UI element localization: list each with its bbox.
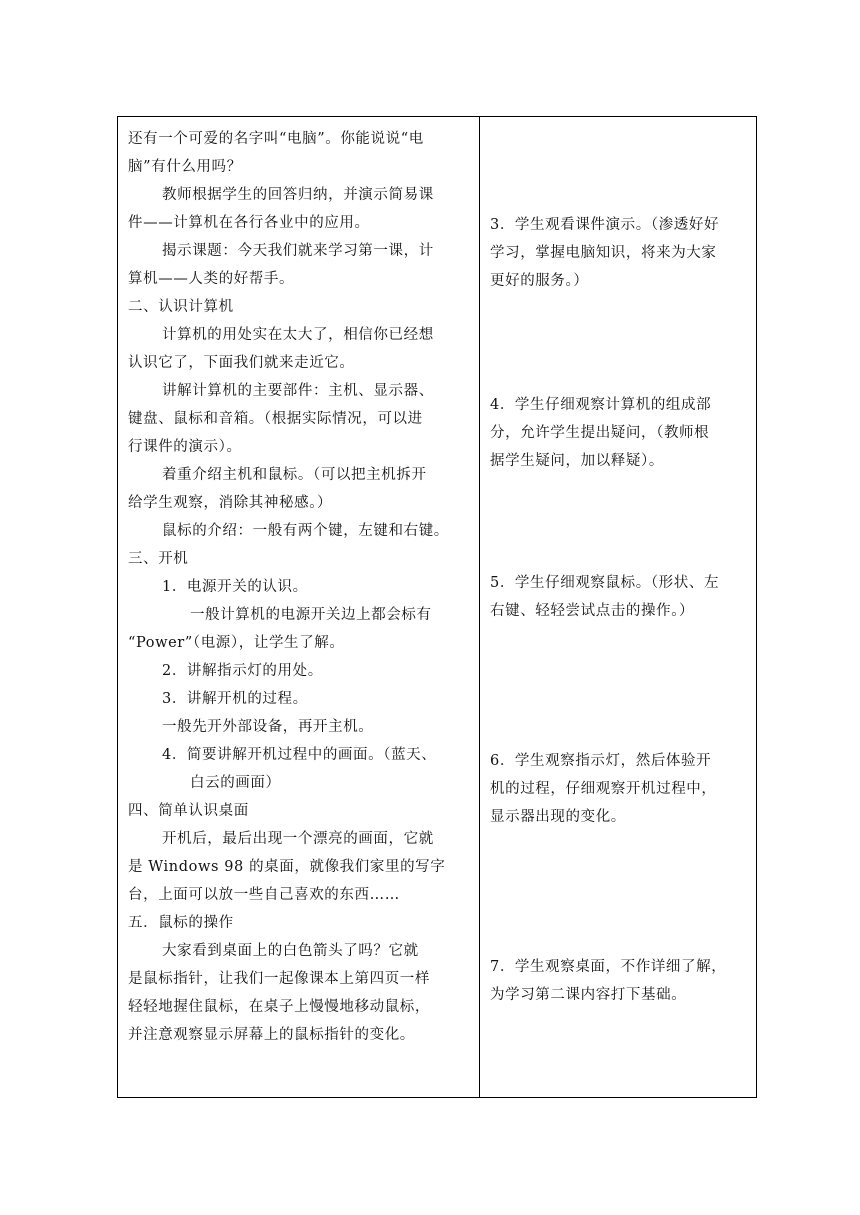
teacher-activity-column <box>118 117 479 1097</box>
text-line: 讲解计算机的主要部件：主机、显示器、 <box>162 383 434 399</box>
text-line: 台，上面可以放一些自己喜欢的东西…… <box>128 887 400 903</box>
text-line: 认识它了，下面我们就来走近它。 <box>128 355 355 371</box>
student-activity-column <box>480 117 757 1097</box>
text-line: 开机后，最后出现一个漂亮的画面，它就 <box>162 831 434 847</box>
text-line: 脑”有什么用吗？ <box>128 159 242 175</box>
text-line: 4．简要讲解开机过程中的画面。（蓝天、 <box>162 747 437 763</box>
text-line: 据学生疑问，加以释疑）。 <box>490 453 664 469</box>
text-line: 计算机的用处实在太大了，相信你已经想 <box>162 327 434 343</box>
text-line: 大家看到桌面上的白色箭头了吗？它就 <box>162 943 419 959</box>
text-line: 还有一个可爱的名字叫“电脑”。你能说说“电 <box>128 131 424 147</box>
text-line: 着重介绍主机和鼠标。（可以把主机拆开 <box>162 467 427 483</box>
text-line: 显示器出现的变化。 <box>490 809 626 825</box>
section-heading: 四、简单认识桌面 <box>128 803 249 819</box>
text-line: 一般计算机的电源开关边上都会标有 <box>190 607 432 623</box>
text-line: “Power”（电源），让学生了解。 <box>128 635 345 651</box>
text-line: 给学生观察，消除其神秘感。） <box>128 495 333 511</box>
section-heading: 二、认识计算机 <box>128 299 234 315</box>
text-line: 1．电源开关的认识。 <box>162 579 308 595</box>
text-line: 白云的画面） <box>190 775 281 791</box>
text-line: 3．讲解开机的过程。 <box>162 691 308 707</box>
lesson-table <box>117 116 757 1098</box>
text-line: 机的过程，仔细观察开机过程中， <box>490 781 717 797</box>
text-line: 学习，掌握电脑知识，将来为大家 <box>490 245 717 261</box>
text-line: 6．学生观察指示灯，然后体验开 <box>490 753 712 769</box>
text-line: 5．学生仔细观察鼠标。（形状、左 <box>490 575 720 591</box>
text-line: 算机——人类的好帮手。 <box>128 271 295 287</box>
text-line: 揭示课题：今天我们就来学习第一课，计 <box>162 243 434 259</box>
text-line: 7．学生观察桌面，不作详细了解， <box>490 959 727 975</box>
text-line: 一般先开外部设备，再开主机。 <box>162 719 374 735</box>
text-line: 鼠标的介绍：一般有两个键，左键和右键。 <box>162 523 449 539</box>
text-line: 轻轻地握住鼠标，在桌子上慢慢地移动鼠标， <box>128 999 430 1015</box>
section-heading: 五．鼠标的操作 <box>128 915 234 931</box>
text-line: 更好的服务。） <box>490 273 589 289</box>
text-line: 是 Windows 98 的桌面，就像我们家里的写字 <box>128 859 446 875</box>
text-line: 4．学生仔细观察计算机的组成部 <box>490 397 712 413</box>
text-line: 右键、轻轻尝试点击的操作。） <box>490 603 695 619</box>
text-line: 并注意观察显示屏幕上的鼠标指针的变化。 <box>128 1027 415 1043</box>
section-heading: 三、开机 <box>128 551 189 567</box>
text-line: 为学习第二课内容打下基础。 <box>490 987 687 1003</box>
text-line: 3．学生观看课件演示。（渗透好好 <box>490 217 720 233</box>
text-line: 是鼠标指针，让我们一起像课本上第四页一样 <box>128 971 430 987</box>
text-line: 教师根据学生的回答归纳，并演示简易课 <box>162 187 434 203</box>
text-line: 行课件的演示）。 <box>128 439 242 455</box>
text-line: 2．讲解指示灯的用处。 <box>162 663 323 679</box>
text-line: 分，允许学生提出疑问，（教师根 <box>490 425 710 441</box>
text-line: 件——计算机在各行各业中的应用。 <box>128 215 370 231</box>
text-line: 键盘、鼠标和音箱。（根据实际情况，可以进 <box>128 411 423 427</box>
